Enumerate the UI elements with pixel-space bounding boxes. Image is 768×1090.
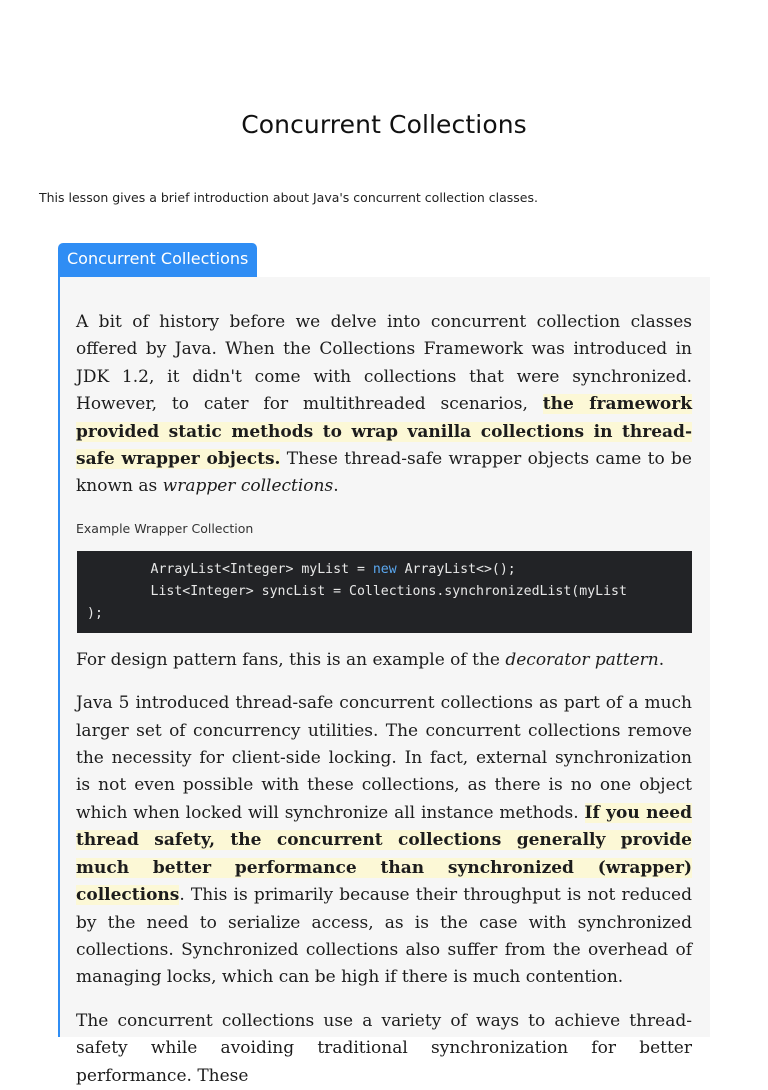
text-span: . [333, 476, 339, 497]
text-span: These thread-safe wrapper objects came to be known as [76, 449, 692, 497]
lesson-intro: This lesson gives a brief introduction about Java's concurrent collection classes. [39, 190, 538, 205]
text-span: Java 5 introduced thread-safe concurrent collections as part of a much larger set of concurrency utilities. The concurrent collections remove the necessity for client-side locking. In fact, external synchronization is not even possible with these collections, as there is no one object which when locked will synchronize all instance methods. [76, 693, 692, 823]
text-span: . This is primarily because their throughput is not reduced by the need to serialize access, as is the case with synchronized collections. Synchronized collections also suffer from the overhead of managing locks, which can be high if there is much contention. [76, 885, 692, 988]
code-caption: Example Wrapper Collection [76, 520, 254, 536]
code-text: List<Integer> syncList = Collections.synchronizedList(myList [87, 583, 627, 599]
page-title: Concurrent Collections [241, 110, 527, 139]
text-span: . [658, 649, 665, 670]
code-text: ArrayList<Integer> myList = [87, 561, 373, 577]
code-block[interactable] [77, 551, 692, 633]
text-span: For design pattern fans, this is an example of the [76, 649, 506, 670]
highlight-span: the framework provided static methods to wrap vanilla collections in thread-safe wrapper objects. [76, 394, 692, 470]
code-keyword: new [372, 561, 397, 577]
emphasis-span: wrapper collections [162, 476, 334, 497]
paragraph-decorator [76, 647, 692, 674]
code-text: ); [87, 605, 103, 621]
section-content [76, 309, 692, 1090]
text-span: A bit of history before we delve into concurrent collection classes offered by Java. When the Collections Framework was introduced in JDK 1.2, it didn't come with collections that were synchronized. However, to cater for multithreaded scenarios, [76, 312, 692, 415]
text-span: The concurrent collections use a variety of ways to achieve thread-safety while avoiding traditional synchronization for better performance. These [76, 1010, 692, 1086]
code-text: ArrayList<>(); [396, 561, 516, 577]
highlight-span: If you need thread safety, the concurrent collections generally provide much better performance than synchronized (wrapper) collections [76, 802, 693, 906]
paragraph-approaches [76, 1008, 692, 1090]
paragraph-java5 [76, 690, 692, 991]
paragraph-history [76, 309, 692, 501]
section-tab: Concurrent Collections [58, 243, 257, 277]
emphasis-span: decorator pattern [505, 649, 659, 670]
